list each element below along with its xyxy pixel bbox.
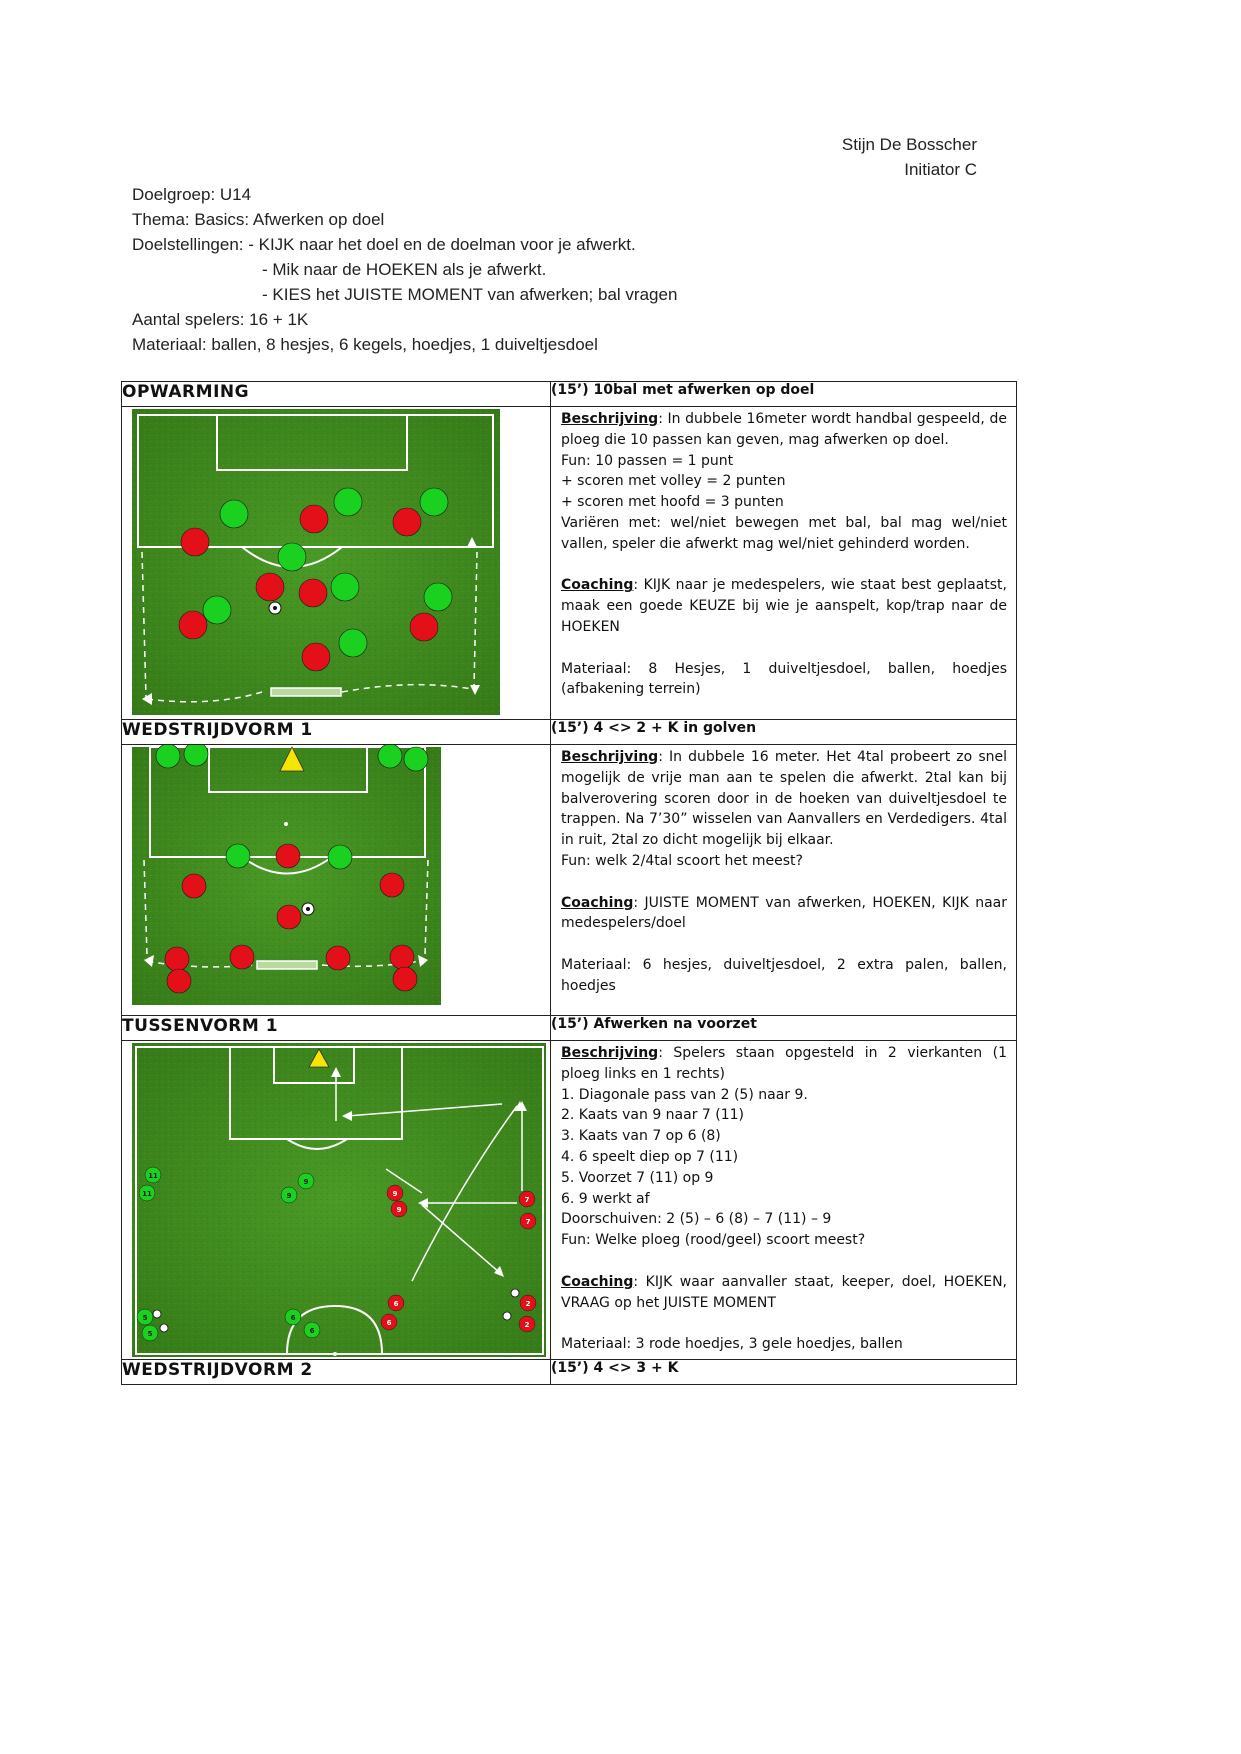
section-description	[551, 407, 1016, 700]
green-player-icon	[334, 488, 362, 516]
player-number: 6	[386, 1319, 392, 1327]
section-title: TUSSENVORM 1	[122, 1016, 551, 1041]
green-player-icon	[404, 747, 428, 771]
player-number: 5	[147, 1330, 153, 1338]
beschrijving-label: Beschrijving	[561, 411, 659, 427]
materiaal-text: Materiaal: 6 hesjes, duiveltjesdoel, 2 extra palen, ballen, hoedjes	[561, 956, 1007, 994]
red-player-icon	[388, 1295, 404, 1311]
red-player-icon	[387, 1185, 403, 1201]
red-player-icon	[520, 1213, 536, 1229]
red-player-icon	[410, 613, 438, 641]
training-table	[121, 381, 1017, 1385]
red-player-icon	[302, 643, 330, 671]
player-number: 9	[396, 1206, 402, 1214]
desc-line: Fun: Welke ploeg (rood/geel) scoort meest?	[561, 1232, 866, 1249]
red-player-icon	[326, 946, 350, 970]
green-player-icon	[156, 745, 180, 768]
desc-line: 5. Voorzet 7 (11) op 9	[561, 1169, 714, 1186]
beschrijving-label: Beschrijving	[561, 1045, 659, 1061]
aantal-spelers: Aantal spelers: 16 + 1K	[132, 310, 309, 329]
field-diagram-tussenvorm-1	[122, 1041, 551, 1359]
ball-icon	[302, 903, 314, 915]
section-subtitle: (15’) 4 <> 3 + K	[551, 1360, 1017, 1385]
green-player-icon	[142, 1325, 158, 1341]
green-player-icon	[285, 1309, 301, 1325]
coaching-text: : KIJK naar je medespelers, wie staat best geplaatst, maak een goede KEUZE bij wie je aanspelt, kop/trap naar de HOEKEN	[561, 577, 1007, 635]
red-player-icon	[256, 573, 284, 601]
author-role: Initiator C	[904, 160, 977, 179]
red-player-icon	[167, 969, 191, 993]
player-number: 11	[148, 1172, 158, 1180]
field-diagram-opwarming	[122, 407, 551, 719]
player-number: 9	[303, 1178, 309, 1186]
green-player-icon	[304, 1322, 320, 1338]
green-player-icon	[420, 488, 448, 516]
section-description	[551, 1041, 1016, 1355]
desc-line: + scoren met hoofd = 3 punten	[561, 494, 784, 511]
green-player-icon	[378, 745, 402, 768]
author-block	[842, 132, 977, 182]
beschrijving-text: : In dubbele 16 meter. Het 4tal probeert zo snel mogelijk de vrije man aan te spelen die afwerkt. 2tal kan bij balverovering scoren door in de hoeken van duiveltjesdoel te trappen. Na 7’30” wisselen van Aanvallers en Verdedigers. 4tal in ruit, 2tal zo dicht mogelijk bij elkaar.	[561, 749, 1007, 849]
player-number: 11	[142, 1190, 152, 1198]
player-number: 6	[393, 1300, 399, 1308]
desc-line: Doorschuiven: 2 (5) – 6 (8) – 7 (11) – 9	[561, 1211, 832, 1228]
green-player-icon	[220, 500, 248, 528]
red-player-icon	[391, 1201, 407, 1217]
section-subtitle: (15’) Afwerken na voorzet	[551, 1016, 1017, 1041]
coaching-text: : KIJK waar aanvaller staat, keeper, doel, HOEKEN, VRAAG op het JUISTE MOMENT	[561, 1273, 1007, 1311]
green-player-icon	[203, 596, 231, 624]
materiaal-intro: Materiaal: ballen, 8 hesjes, 6 kegels, hoedjes, 1 duiveltjesdoel	[132, 335, 598, 354]
desc-line: 2. Kaats van 9 naar 7 (11)	[561, 1107, 745, 1124]
player-number: 5	[142, 1314, 148, 1322]
doelstelling-1: Doelstellingen: - KIJK naar het doel en de doelman voor je afwerkt.	[132, 235, 636, 254]
section-subtitle: (15’) 10bal met afwerken op doel	[551, 382, 1017, 407]
section-description	[551, 745, 1016, 997]
green-player-icon	[145, 1167, 161, 1183]
green-player-icon	[298, 1173, 314, 1189]
red-player-icon	[300, 505, 328, 533]
red-player-icon	[299, 579, 327, 607]
red-player-icon	[181, 528, 209, 556]
red-player-icon	[182, 874, 206, 898]
section-title: WEDSTRIJDVORM 1	[122, 720, 551, 745]
green-player-icon	[424, 583, 452, 611]
red-player-icon	[179, 611, 207, 639]
red-player-icon	[381, 1314, 397, 1330]
green-player-icon	[331, 573, 359, 601]
coaching-label: Coaching	[561, 894, 634, 911]
beschrijving-text: : In dubbele 16meter wordt handbal gespeeld, de ploeg die 10 passen kan geven, mag afwerken op doel.	[561, 411, 1007, 448]
section-title: WEDSTRIJDVORM 2	[122, 1360, 551, 1385]
green-player-icon	[184, 745, 208, 766]
doelgroep: Doelgroep: U14	[132, 185, 252, 204]
doelstelling-3: - KIES het JUISTE MOMENT van afwerken; bal vragen	[262, 285, 678, 304]
desc-line: Fun: welk 2/4tal scoort het meest?	[561, 852, 803, 869]
red-player-icon	[276, 844, 300, 868]
small-goal-icon	[257, 961, 317, 969]
green-player-icon	[339, 629, 367, 657]
desc-line: + scoren met volley = 2 punten	[561, 473, 786, 490]
player-number: 7	[525, 1218, 531, 1226]
beschrijving-text: : Spelers staan opgesteld in 2 vierkanten (1 ploeg links en 1 rechts)	[561, 1045, 1007, 1082]
red-player-icon	[230, 945, 254, 969]
red-player-icon	[520, 1295, 536, 1311]
green-player-icon	[226, 844, 250, 868]
desc-line: Fun: 10 passen = 1 punt	[561, 452, 734, 469]
coaching-text: : JUISTE MOMENT van afwerken, HOEKEN, KIJK naar medespelers/doel	[561, 894, 1007, 932]
red-player-icon	[165, 947, 189, 971]
beschrijving-label: Beschrijving	[561, 749, 659, 765]
desc-line: 3. Kaats van 7 op 6 (8)	[561, 1128, 721, 1145]
desc-line: 4. 6 speelt diep op 7 (11)	[561, 1148, 739, 1165]
session-intro	[132, 182, 677, 357]
ball-icon	[269, 602, 281, 614]
green-player-icon	[281, 1187, 297, 1203]
desc-line: 1. Diagonale pass van 2 (5) naar 9.	[561, 1086, 808, 1103]
materiaal-text: Materiaal: 3 rode hoedjes, 3 gele hoedjes, ballen	[561, 1336, 903, 1353]
player-number: 2	[525, 1300, 531, 1308]
player-number: 2	[524, 1321, 530, 1329]
player-number: 9	[392, 1190, 398, 1198]
doelstelling-2: - Mik naar de HOEKEN als je afwerkt.	[262, 260, 547, 279]
red-player-icon	[390, 945, 414, 969]
player-number: 6	[309, 1327, 315, 1335]
red-player-icon	[519, 1191, 535, 1207]
coaching-label: Coaching	[561, 577, 634, 594]
red-player-icon	[519, 1316, 535, 1332]
red-player-icon	[277, 905, 301, 929]
red-player-icon	[393, 508, 421, 536]
green-player-icon	[139, 1185, 155, 1201]
small-goal-icon	[271, 688, 341, 696]
desc-line: Variëren met: wel/niet bewegen met bal, bal mag wel/niet vallen, speler die afwerkt mag wel/niet gehinderd worden.	[561, 514, 1007, 552]
coaching-label: Coaching	[561, 1273, 634, 1290]
green-player-icon	[328, 845, 352, 869]
materiaal-text: Materiaal: 8 Hesjes, 1 duiveltjesdoel, ballen, hoedjes (afbakening terrein)	[561, 660, 1007, 698]
author-name: Stijn De Bosscher	[841, 135, 977, 154]
player-number: 6	[290, 1314, 296, 1322]
field-diagram-wedstrijdvorm-1	[122, 745, 551, 1015]
section-subtitle: (15’) 4 <> 2 + K in golven	[551, 720, 1017, 745]
red-player-icon	[393, 967, 417, 991]
thema: Thema: Basics: Afwerken op doel	[132, 210, 385, 229]
desc-line: 6. 9 werkt af	[561, 1190, 650, 1207]
green-player-icon	[278, 543, 306, 571]
red-player-icon	[380, 873, 404, 897]
player-number: 9	[286, 1192, 292, 1200]
section-title: OPWARMING	[122, 382, 551, 407]
player-number: 7	[524, 1196, 530, 1204]
green-player-icon	[137, 1309, 153, 1325]
